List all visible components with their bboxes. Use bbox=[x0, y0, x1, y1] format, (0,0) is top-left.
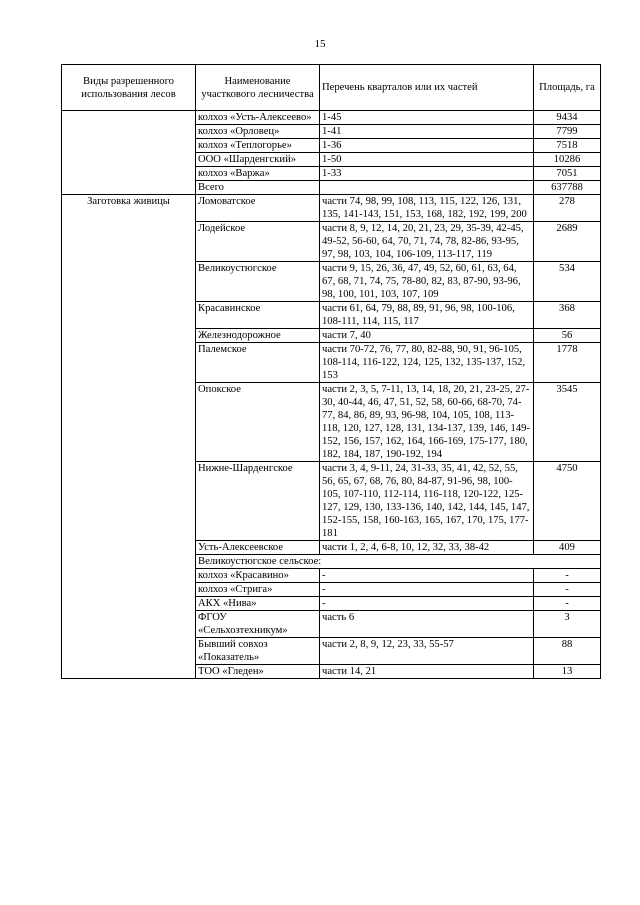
parts-cell: 1-41 bbox=[320, 125, 534, 139]
parts-cell: части 74, 98, 99, 108, 113, 115, 122, 126, 131, 135, 141-143, 151, 153, 168, 182, 192, 199, 200 bbox=[320, 195, 534, 222]
parts-cell: части 8, 9, 12, 14, 20, 21, 23, 29, 35-39, 42-45, 49-52, 56-60, 64, 70, 71, 74, 78, 82-86, 93-95, 97, 98, 103, 104, 106-109, 113-117, 119 bbox=[320, 222, 534, 262]
area-cell: 10286 bbox=[534, 153, 601, 167]
parts-cell: часть 6 bbox=[320, 611, 534, 638]
forestry-cell: АКХ «Нива» bbox=[196, 597, 320, 611]
parts-cell: части 14, 21 bbox=[320, 665, 534, 679]
parts-cell: - bbox=[320, 597, 534, 611]
header-parts: Перечень кварталов или их частей bbox=[320, 65, 534, 111]
area-cell: 88 bbox=[534, 638, 601, 665]
area-cell: 278 bbox=[534, 195, 601, 222]
forest-use-table bbox=[61, 64, 601, 679]
forestry-cell: Всего bbox=[196, 181, 320, 195]
table-row bbox=[62, 195, 601, 222]
forestry-cell: Красавинское bbox=[196, 302, 320, 329]
area-cell: 3 bbox=[534, 611, 601, 638]
header-forestry: Наименование участкового лесничества bbox=[196, 65, 320, 111]
parts-cell: части 2, 8, 9, 12, 23, 33, 55-57 bbox=[320, 638, 534, 665]
area-cell: 1778 bbox=[534, 343, 601, 383]
forestry-cell: Опокское bbox=[196, 383, 320, 462]
area-cell: 13 bbox=[534, 665, 601, 679]
parts-cell: - bbox=[320, 569, 534, 583]
parts-cell: 1-33 bbox=[320, 167, 534, 181]
forestry-cell: Палемское bbox=[196, 343, 320, 383]
parts-cell: - bbox=[320, 583, 534, 597]
area-cell: 534 bbox=[534, 262, 601, 302]
section-heading-cell: Великоустюгское сельское: bbox=[196, 555, 601, 569]
table-header-row bbox=[62, 65, 601, 111]
forestry-cell: Ломоватское bbox=[196, 195, 320, 222]
area-cell: 3545 bbox=[534, 383, 601, 462]
forestry-cell: колхоз «Теплогорье» bbox=[196, 139, 320, 153]
forestry-cell: Бывший совхоз «Показатель» bbox=[196, 638, 320, 665]
area-cell: 7518 bbox=[534, 139, 601, 153]
area-cell: 9434 bbox=[534, 111, 601, 125]
area-cell: - bbox=[534, 583, 601, 597]
forestry-cell: Железнодорожное bbox=[196, 329, 320, 343]
parts-cell: части 2, 3, 5, 7-11, 13, 14, 18, 20, 21, 23-25, 27-30, 40-44, 46, 47, 51, 52, 58, 60-66, 68-70, 74-77, 84, 86, 89, 93, 96-98, 104, 105, 108, 113-118, 120, 127, 128, 131, 134-137, 139, 146, 149-152, 156, 157, 162, 164, 166-169, 175-177, 180, 182, 184, 187, 190-192, 194 bbox=[320, 383, 534, 462]
forestry-cell: колхоз «Стрига» bbox=[196, 583, 320, 597]
forestry-cell: Усть-Алексеевское bbox=[196, 541, 320, 555]
area-cell: 368 bbox=[534, 302, 601, 329]
forestry-cell: колхоз «Орловец» bbox=[196, 125, 320, 139]
parts-cell: части 3, 4, 9-11, 24, 31-33, 35, 41, 42, 52, 55, 56, 65, 67, 68, 76, 80, 84-87, 91-96, 98, 100-105, 107-110, 112-114, 116-118, 120-122, 125-127, 129, 130, 133-136, 140, 142, 144, 145, 147, 152-155, 158, 160-163, 165, 167, 170, 175, 177-181 bbox=[320, 462, 534, 541]
use-type-cell: Заготовка живицы bbox=[62, 195, 196, 679]
page-number: 15 bbox=[314, 38, 326, 50]
forestry-cell: ФГОУ «Сельхозтехникум» bbox=[196, 611, 320, 638]
header-use-type: Виды разрешенного использования лесов bbox=[62, 65, 196, 111]
table-body bbox=[62, 111, 601, 679]
area-cell: - bbox=[534, 569, 601, 583]
area-cell: 56 bbox=[534, 329, 601, 343]
parts-cell: части 61, 64, 79, 88, 89, 91, 96, 98, 100-106, 108-111, 114, 115, 117 bbox=[320, 302, 534, 329]
area-cell: 637788 bbox=[534, 181, 601, 195]
area-cell: 7799 bbox=[534, 125, 601, 139]
area-cell: 2689 bbox=[534, 222, 601, 262]
forestry-cell: Лодейское bbox=[196, 222, 320, 262]
forestry-cell: Великоустюгское bbox=[196, 262, 320, 302]
forestry-cell: Нижне-Шарденгское bbox=[196, 462, 320, 541]
area-cell: 409 bbox=[534, 541, 601, 555]
parts-cell: части 9, 15, 26, 36, 47, 49, 52, 60, 61, 63, 64, 67, 68, 71, 74, 75, 78-80, 82, 83, 87-90, 93-96, 98, 100, 101, 103, 107, 109 bbox=[320, 262, 534, 302]
parts-cell: части 1, 2, 4, 6-8, 10, 12, 32, 33, 38-42 bbox=[320, 541, 534, 555]
forestry-cell: колхоз «Красавино» bbox=[196, 569, 320, 583]
forestry-cell: ООО «Шарденгский» bbox=[196, 153, 320, 167]
area-cell: 4750 bbox=[534, 462, 601, 541]
header-area: Площадь, га bbox=[534, 65, 601, 111]
parts-cell: 1-45 bbox=[320, 111, 534, 125]
parts-cell: 1-50 bbox=[320, 153, 534, 167]
use-type-cell bbox=[62, 111, 196, 195]
area-cell: - bbox=[534, 597, 601, 611]
table-row bbox=[62, 111, 601, 125]
forestry-cell: колхоз «Усть-Алексеево» bbox=[196, 111, 320, 125]
parts-cell bbox=[320, 181, 534, 195]
forestry-cell: ТОО «Гледен» bbox=[196, 665, 320, 679]
forestry-cell: колхоз «Варжа» bbox=[196, 167, 320, 181]
area-cell: 7051 bbox=[534, 167, 601, 181]
parts-cell: части 7, 40 bbox=[320, 329, 534, 343]
parts-cell: 1-36 bbox=[320, 139, 534, 153]
parts-cell: части 70-72, 76, 77, 80, 82-88, 90, 91, 96-105, 108-114, 116-122, 124, 125, 132, 135-137, 152, 153 bbox=[320, 343, 534, 383]
